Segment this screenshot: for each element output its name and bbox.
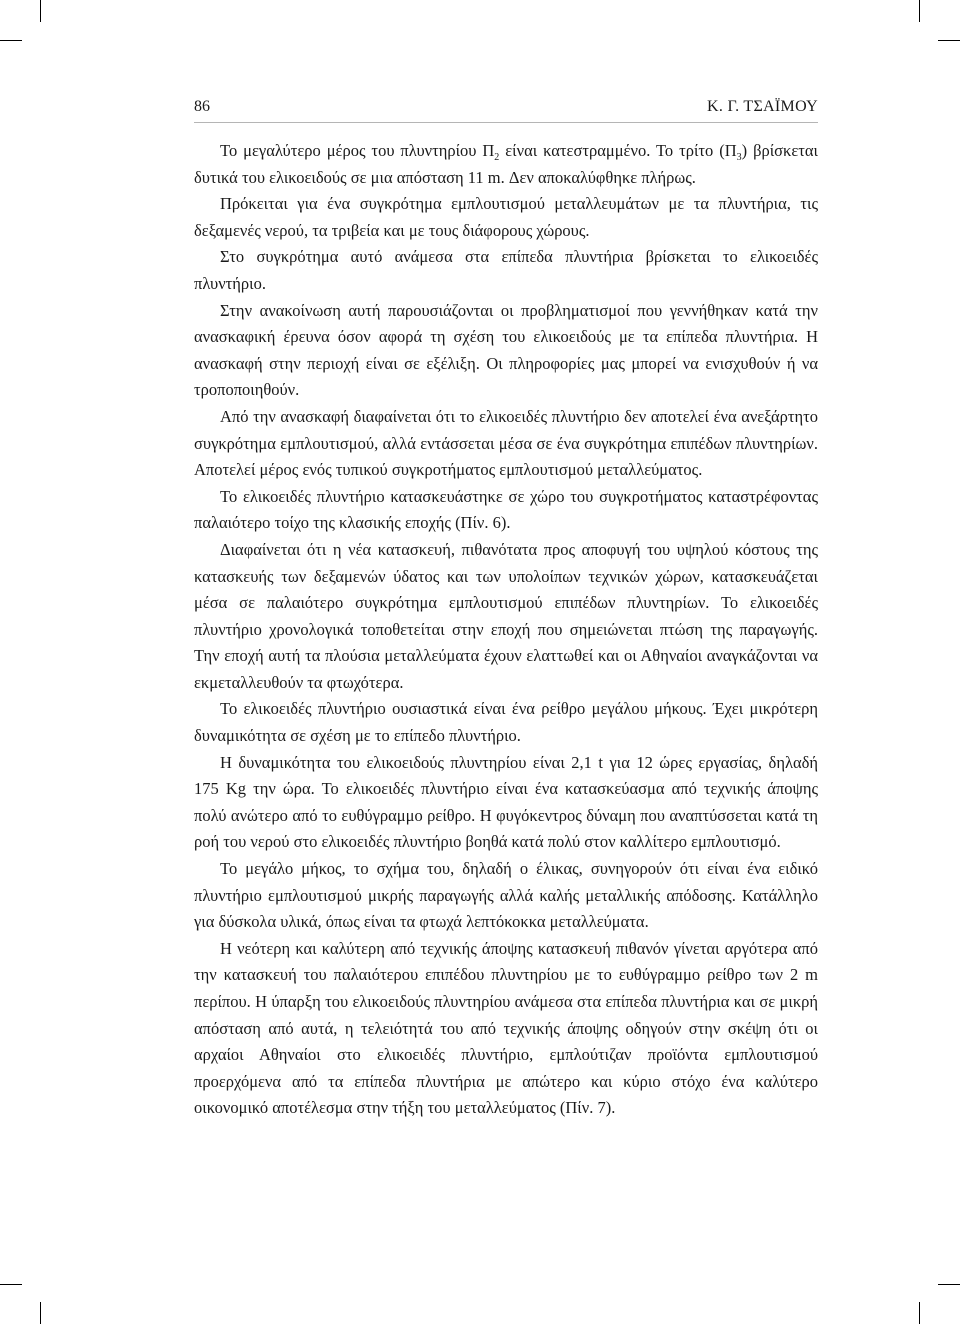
crop-mark-top-left xyxy=(0,40,22,41)
paragraph: Στην ανακοίνωση αυτή παρουσιάζονται οι προβληματισμοί που γεννήθηκαν κατά την ανασκαφική έρευνα όσον αφορά τη σχέση του ελικοειδούς με τα επίπεδα πλυντήρια. Η ανασκαφή στην περιοχή είναι σε εξέλιξη. Οι πληροφορίες μας μπορεί να ενισχυθούν ή να τροποποιηθούν. xyxy=(194,300,818,400)
paragraph: Πρόκειται για ένα συγκρότημα εμπλουτισμού μεταλλευμάτων με τα πλυντήρια, τις δεξαμενές νερού, τα τριβεία και με τους διάφορους χώρους. xyxy=(194,194,818,240)
paragraph: Η δυναμικότητα του ελικοειδούς πλυντηρίου είναι 2,1 t για 12 ώρες εργασίας, δηλαδή 175 Kg την ώρα. Το ελικοειδές πλυντήριο είναι ένα κατασκεύασμα από τεχνικής άποψης πολύ ανώτερο από το ευθύγραμμο ρείθρο. Η φυγόκεντρος δύναμη που αναπτύσσεται κατά τη ροή του νερού στο ελικοειδές πλυντήριο βοηθά κατά πολύ στον καλλίτερο εμπλουτισμό. xyxy=(194,752,818,852)
crop-mark-top-left xyxy=(40,0,41,22)
header-rule xyxy=(194,122,818,123)
paragraph: Το ελικοειδές πλυντήριο κατασκευάστηκε σε χώρο του συγκροτήματος καταστρέφοντας παλαιότερο τοίχο της κλασικής εποχής (Πίν. 6). xyxy=(194,486,818,533)
crop-mark-bottom-left xyxy=(40,1302,41,1324)
subscript: 2 xyxy=(494,152,500,163)
paragraph: Η νεότερη και καλύτερη από τεχνικής άποψης κατασκευή πιθανόν γίνεται αργότερα από την κατασκευή του παλαιότερου επιπέδου πλυντηρίου με το ευθύγραμμο ρείθρο των 2 m περίπου. Η ύπαρξη του ελικοειδούς πλυντηρίου ανάμεσα στα επίπεδα πλυντήρια και σε μικρή απόσταση από αυτά, η τελειότητά του από τεχνικής άποψης οδηγούν στην σκέψη ότι οι αρχαίοι Αθηναίοι στο ελικοειδές πλυντήριο, εμπλούτιζαν προϊόντα εμπλουτισμού προερχόμενα από τα επίπεδα πλυντήρια με απώτερο και κύριο στόχο ένα καλύτερο οικονομικό αποτέλεσμα στην τήξη του μεταλλεύματος (Πίν. 7). xyxy=(194,938,818,1118)
subscript: 3 xyxy=(736,152,742,163)
crop-mark-bottom-left xyxy=(0,1284,22,1285)
running-head: Κ. Γ. ΤΣΑΪΜΟΥ xyxy=(706,98,818,115)
crop-mark-bottom-right xyxy=(938,1284,960,1285)
paragraph: Το μεγάλο μήκος, το σχήμα του, δηλαδή ο έλικας, συνηγορούν ότι είναι ένα ειδικό πλυντήριο εμπλουτισμού μικρής παραγωγής αλλά καλής μεταλλικής απόδοσης. Κατάλληλο για δύσκολα υλικά, όπως είναι τα φτωχά λεπτόκοκκα μεταλλεύματα. xyxy=(194,859,818,932)
paragraph: Διαφαίνεται ότι η νέα κατασκευή, πιθανότατα προς αποφυγή του υψηλού κόστους της κατασκευής των δεξαμενών ύδατος και των υπολοίπων τεχνικών χώρων, κατασκευάζεται μέσα σε παλαιότερο συγκρότημα εμπλουτισμού επιπέδων πλυντηρίων. Το ελικοειδές πλυντήριο χρονολογικά τοποθετείται στην εποχή που σημειώνεται πτώση της παραγωγής. Την εποχή αυτή τα πλούσια μεταλλεύματα έχουν ελαττωθεί και οι Αθηναίοι αναγκάζονται να εκμεταλλευθούν τα φτωχότερα. xyxy=(194,539,818,692)
page-number: 86 xyxy=(194,98,210,115)
crop-mark-top-right xyxy=(938,40,960,41)
page-header xyxy=(194,96,818,118)
body-text xyxy=(194,138,818,1122)
crop-mark-top-right xyxy=(919,0,920,22)
paragraph: Στο συγκρότημα αυτό ανάμεσα στα επίπεδα πλυντήρια βρίσκεται το ελικοειδές πλυντήριο. xyxy=(194,247,818,293)
paragraph: Από την ανασκαφή διαφαίνεται ότι το ελικοειδές πλυντήριο δεν αποτελεί ένα ανεξάρτητο συγκρότημα εμπλουτισμού, αλλά εντάσσεται μέσα σε ένα συγκρότημα επιπέδων πλυντηρίων. Αποτελεί μέρος ενός τυπικού συγκροτήματος εμπλουτισμού μεταλλεύματος. xyxy=(194,406,818,480)
crop-mark-bottom-right xyxy=(919,1302,920,1324)
paragraph: Το ελικοειδές πλυντήριο ουσιαστικά είναι ένα ρείθρο μεγάλου μήκους. Έχει μικρότερη δυναμικότητα σε σχέση με το επίπεδο πλυντήριο. xyxy=(194,699,818,746)
paragraph: Το μεγαλύτερο μέρος του πλυντηρίου $\Pi_2$ είναι κατεστραμμένο. Το τρίτο $(\Pi_3)$ βρίσκεται δυτικά του ελικοειδούς σε μια απόσταση 11 m. Δεν αποκαλύφθηκε πλήρως. xyxy=(194,141,818,187)
